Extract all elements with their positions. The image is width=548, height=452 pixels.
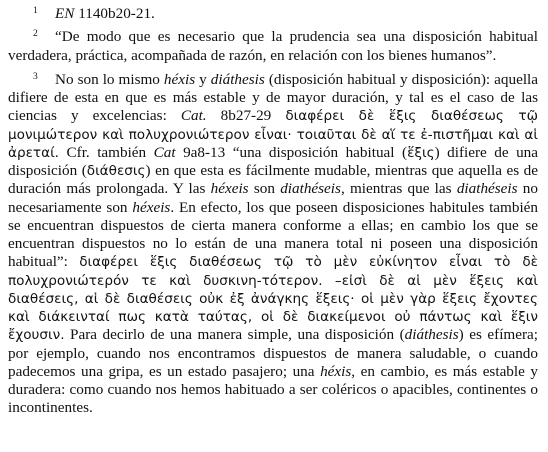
footnote-text: no necesariamente son	[8, 180, 538, 216]
citation-reference: 9a8-13 “una disposición habitual (	[175, 143, 408, 161]
footnote-text: son	[248, 180, 281, 198]
footnote-3	[8, 68, 538, 418]
term-hexis: héxis	[320, 362, 352, 380]
footnote-number: 2	[33, 29, 38, 40]
footnote-text: No son lo mismo	[55, 70, 164, 88]
footnote-text: “De modo que es necesario que la prudencia sea una disposición habitual verdadera, práctica, acompañada de razón, en relación con los bienes humanos”.	[8, 28, 538, 64]
footnote-text: , en cambio, es más estable y duradera: como cuando nos hemos habituado a ser coléricos o apacibles, continentes o incontinentes.	[8, 362, 538, 417]
footnote-text: . En efecto, los que poseen disposiciones habitules también se encuentran dispuestos de cierta manera conforme a ellas; en cambio los que se encuentran dispuestos no lo están de una manera total ni poseen una disposición habitual”:	[8, 198, 538, 271]
term-diathesis: diáthesis	[210, 70, 265, 88]
footnote-text: ) es efímera; por ejemplo, cuando nos encontramos dispuestos de manera saludable, o cuando padecemos una gripa, es un estado pasajero; una	[8, 326, 538, 380]
work-abbreviation: EN	[55, 5, 75, 22]
footnote-text: 1140b20-21.	[74, 5, 155, 22]
term-hexeis: héxeis	[132, 198, 171, 216]
footnote-1	[8, 2, 538, 23]
greek-term: διάθεσις	[86, 163, 146, 179]
term-hexis: héxis	[163, 70, 196, 88]
footnote-text: ) difiere de una disposición (	[8, 143, 539, 179]
citation-reference: 8b27-29	[206, 107, 286, 125]
footnote-number: 3	[33, 71, 38, 82]
term-diatheseis: diathéseis	[456, 180, 518, 198]
footnote-text: y	[195, 70, 211, 88]
work-abbreviation: Cat.	[180, 107, 207, 125]
footnote-2	[8, 25, 538, 65]
footnote-number: 1	[33, 6, 38, 16]
greek-quotation: διαφέρει ἕξις διαθέσεως τῷ τὸ μὲν εὐκίνητον εἶναι τὸ δὲ πολυχρονιώτερόν τε καὶ δυσκινη-τότερον. –εἰσὶ δὲ αἱ μὲν ἕξεις καὶ διαθέσεις, αἱ δὲ διαθέσεις οὐκ ἐξ ἀνάγκης ἕξεις· οἱ μὲν γὰρ ἕξεις ἔχοντες καὶ διάκεινταί πως κατὰ ταύτας, οἱ δὲ διακείμενοι οὐ πάντως καὶ ἕξιν ἔχουσιν.	[8, 254, 538, 344]
term-diatheseis: diathéseis	[280, 180, 341, 198]
footnote-text: Cfr. también	[59, 143, 154, 161]
footnote-text: (disposición habitual y disposición): aquella difiere de esta en que es más estable y de mayor duración, y tal es el caso de las ciencias y excelencias:	[8, 70, 539, 125]
term-diathesis: diáthesis	[404, 326, 459, 344]
work-abbreviation: Cat	[153, 143, 176, 161]
footnote-text: Para decirlo de una manera simple, una disposición (	[64, 326, 405, 344]
footnote-text: , mientras que las	[340, 180, 457, 198]
greek-quotation: διαφέρει δὲ ἕξις διαθέσεως τῷ μονιμώτερον καὶ πολυχρονιώτερον εἶναι· τοιαῦται δὲ αἵ τε ἐ-πιστῆμαι καὶ αἱ ἀρεταί.	[8, 108, 538, 161]
footnote-text: ) en que esta es fácilmente mudable, mientras que aquella es de duración más prolongada. Y las	[8, 162, 538, 198]
greek-term: ἕξις	[407, 144, 435, 161]
term-hexeis: héxeis	[210, 180, 249, 198]
